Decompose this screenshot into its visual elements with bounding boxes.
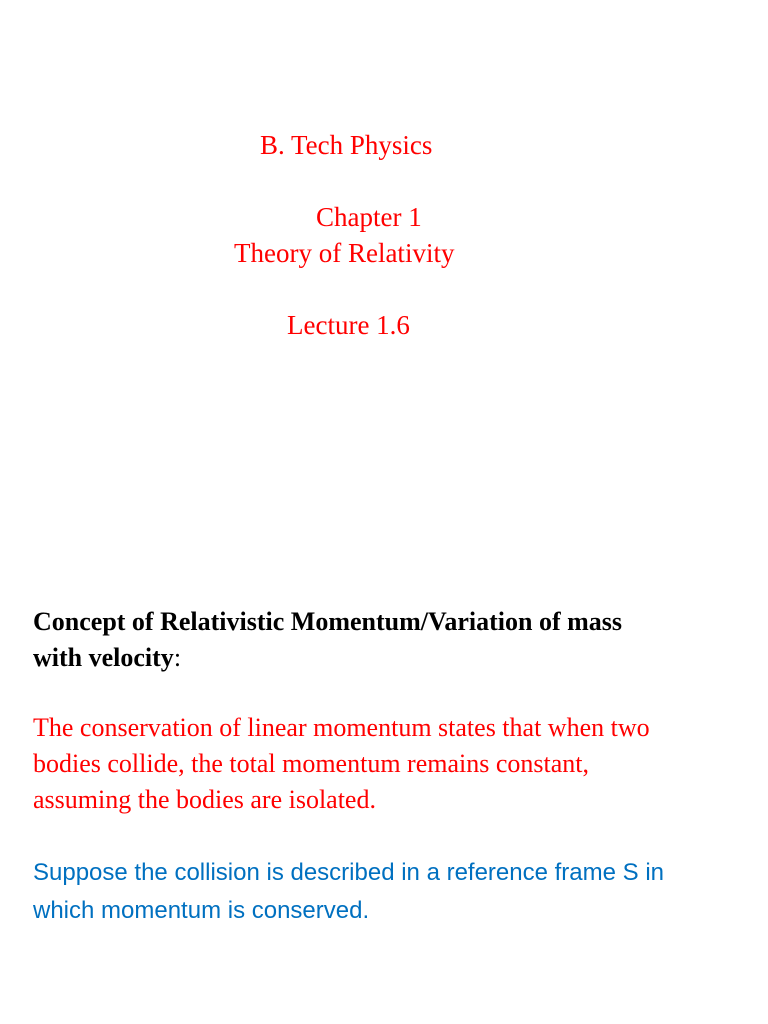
supposition-line-1: Suppose the collision is described in a reference frame S in <box>33 859 665 886</box>
section-heading-line-1: Concept of Relativistic Momentum/Variation of mass <box>33 607 623 636</box>
definition-line-2: bodies collide, the total momentum remains constant, <box>33 749 589 778</box>
supposition-line-2: which momentum is conserved. <box>33 897 370 924</box>
definition-line-3: assuming the bodies are isolated. <box>33 785 376 814</box>
lecture-number: Lecture 1.6 <box>287 310 410 340</box>
section-heading-colon: : <box>173 643 182 672</box>
definition-line-1: The conservation of linear momentum states that when two <box>33 713 650 742</box>
section-heading <box>33 604 622 676</box>
supposition-paragraph <box>33 854 664 930</box>
course-title: B. Tech Physics <box>260 130 433 160</box>
definition-paragraph <box>33 710 650 818</box>
chapter-title: Theory of Relativity <box>234 238 455 268</box>
chapter-number: Chapter 1 <box>316 202 422 232</box>
section-heading-line-2 <box>33 640 622 676</box>
section-heading-line-2-text: with velocity <box>33 643 174 672</box>
